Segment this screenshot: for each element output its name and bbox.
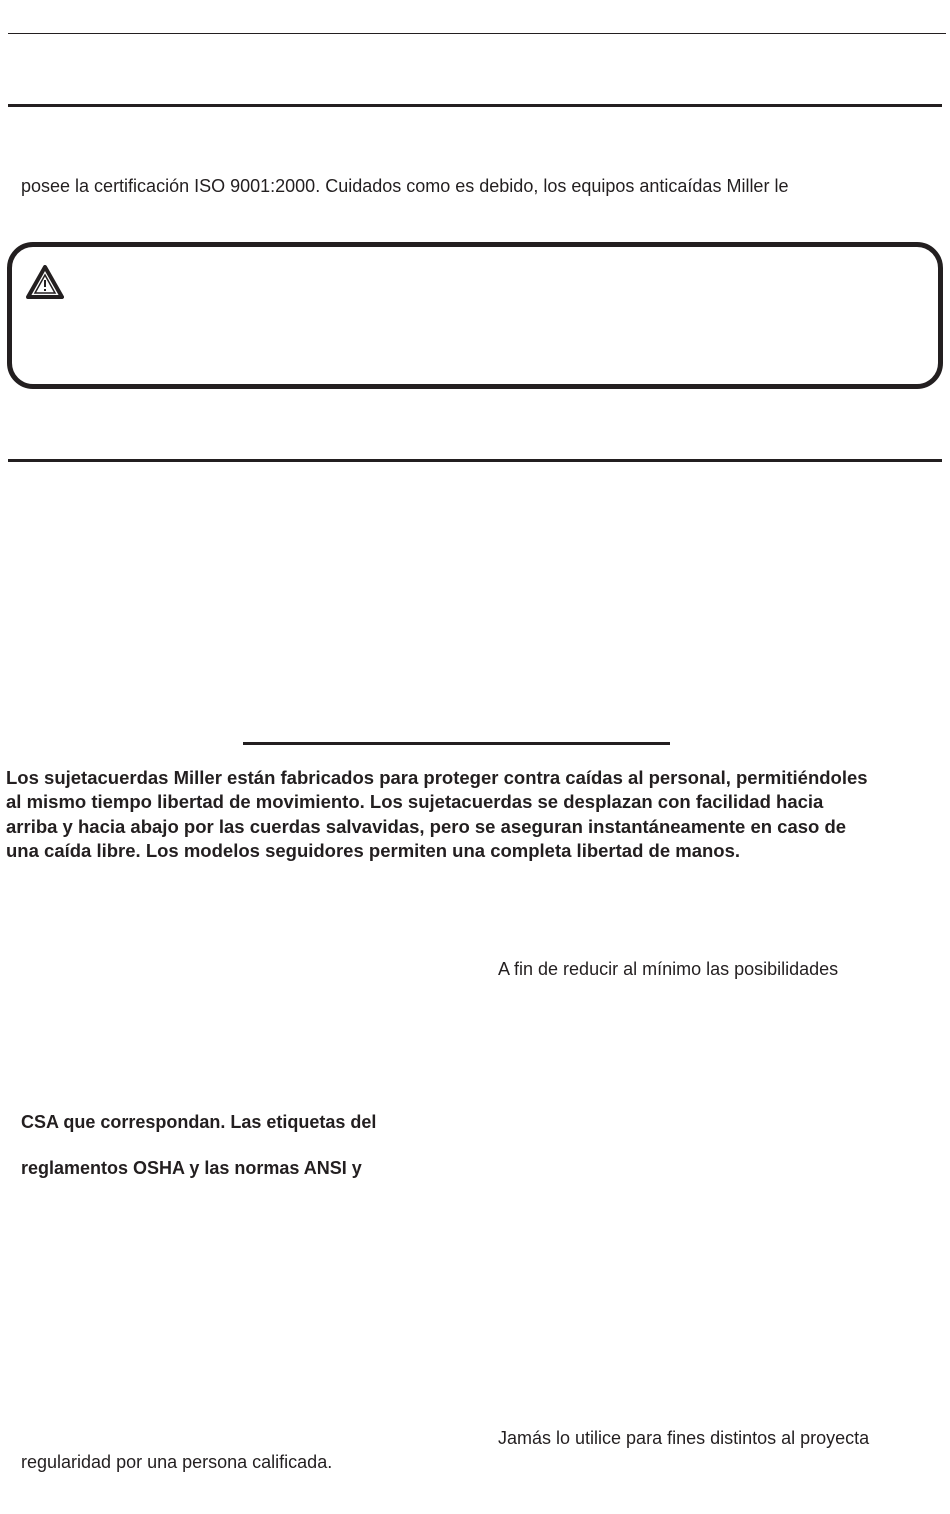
section-rule-2: [8, 459, 942, 462]
right-column-text-2: Jamás lo utilice para fines distintos al proyecta: [498, 1428, 870, 1448]
intro-line: arriba y hacia abajo por las cuerdas salvavidas, pero se aseguran instantáneamente en caso de: [6, 815, 847, 837]
section-rule-3: [243, 742, 670, 745]
left-column-text-2: reglamentos OSHA y las normas ANSI y: [21, 1158, 362, 1178]
intro-paragraph: [6, 766, 946, 863]
intro-line: una caída libre. Los modelos seguidores permiten una completa libertad de manos.: [6, 839, 741, 861]
left-column-text-1: CSA que correspondan. Las etiquetas del: [21, 1112, 377, 1132]
left-column-text-3: regularidad por una persona calificada.: [21, 1452, 333, 1472]
iso-certification-text: posee la certificación ISO 9001:2000. Cuidados como es debido, los equipos anticaídas Miller le: [21, 176, 789, 196]
warning-triangle-icon: [26, 265, 64, 299]
header-rule: [8, 33, 946, 34]
section-rule-1: [8, 104, 942, 107]
warning-box: [7, 242, 943, 389]
intro-line: al mismo tiempo libertad de movimiento. Los sujetacuerdas se desplazan con facilidad hacia: [6, 791, 824, 813]
intro-line: Los sujetacuerdas Miller están fabricados para proteger contra caídas al personal, permitiéndoles: [6, 767, 868, 788]
right-column-text-1: A fin de reducir al mínimo las posibilidades: [498, 959, 839, 979]
